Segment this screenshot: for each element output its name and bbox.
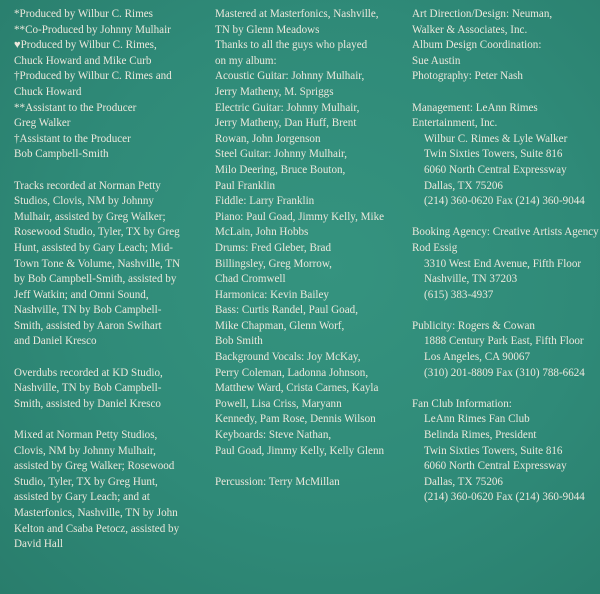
credit-line: †Assistant to the Producer	[14, 132, 131, 145]
credit-line: Twin Sixties Towers, Suite 816	[424, 444, 563, 457]
credit-line: Chuck Howard and Mike Curb	[14, 54, 152, 67]
credit-line: Town Tone & Volume, Nashville, TN	[14, 257, 181, 270]
credit-line: Fiddle: Larry Franklin	[215, 195, 315, 208]
paragraph-spacer	[215, 459, 401, 475]
credit-line: Hunt, assisted by Gary Leach; Mid-	[14, 241, 173, 254]
credit-line: Matthew Ward, Crista Carnes, Kayla	[215, 382, 379, 395]
credit-line: Billingsley, Greg Morrow,	[215, 257, 332, 270]
credit-line: Piano: Paul Goad, Jimmy Kelly, Mike	[215, 210, 385, 223]
credit-line: Jerry Matheny, Dan Huff, Brent	[215, 117, 357, 130]
credits-column-production	[14, 7, 206, 553]
credits-column-contacts	[412, 7, 599, 506]
credit-line: Booking Agency: Creative Artists Agency	[412, 226, 599, 239]
credit-line: and Daniel Kresco	[14, 335, 97, 348]
credit-line: Fan Club Information:	[412, 397, 512, 410]
credit-line: Keyboards: Steve Nathan,	[215, 429, 332, 442]
paragraph-spacer	[412, 85, 592, 101]
credit-line: Dallas, TX 75206	[424, 179, 503, 192]
credit-line: **Assistant to the Producer	[14, 101, 137, 114]
credit-line: Jerry Matheny, M. Spriggs	[215, 85, 334, 98]
credit-line: Kelton and Csaba Petocz, assisted by	[14, 522, 180, 535]
credit-line: Background Vocals: Joy McKay,	[215, 351, 361, 364]
credit-line: Steel Guitar: Johnny Mulhair,	[215, 148, 348, 161]
credit-line: (214) 360-0620 Fax (214) 360-9044	[424, 491, 585, 504]
credit-line: Bob Campbell-Smith	[14, 148, 109, 161]
credit-line: TN by Glenn Meadows	[215, 23, 320, 36]
credit-line: Dallas, TX 75206	[424, 475, 503, 488]
credit-line: (615) 383-4937	[424, 288, 494, 301]
credit-line: Thanks to all the guys who played	[215, 39, 368, 52]
credit-line: Harmonica: Kevin Bailey	[215, 288, 329, 301]
credit-line: Management: LeAnn Rimes	[412, 101, 538, 114]
credit-line: Perry Coleman, Ladonna Johnson,	[215, 366, 369, 379]
credit-line: †Produced by Wilbur C. Rimes and	[14, 70, 172, 83]
credit-line: Mulhair, assisted by Greg Walker;	[14, 210, 166, 223]
credit-line: LeAnn Rimes Fan Club	[424, 413, 530, 426]
credit-line: assisted by Gary Leach; and at	[14, 491, 150, 504]
credit-line: **Co-Produced by Johnny Mulhair	[14, 23, 171, 36]
credits-column-musicians	[215, 7, 401, 490]
paragraph-spacer	[14, 412, 206, 428]
credit-line: Sue Austin	[412, 54, 461, 67]
credit-line: (214) 360-0620 Fax (214) 360-9044	[424, 195, 585, 208]
paragraph-spacer	[412, 210, 592, 226]
credit-line: Percussion: Terry McMillan	[215, 475, 340, 488]
credit-line: Studios, Clovis, NM by Johnny	[14, 195, 154, 208]
credit-line: by Bob Campbell-Smith, assisted by	[14, 273, 177, 286]
credit-line: Masterfonics, Nashville, TN by John	[14, 507, 178, 519]
credit-line: Jeff Watkin; and Omni Sound,	[14, 288, 149, 301]
credit-line: Electric Guitar: Johnny Mulhair,	[215, 101, 360, 114]
credit-line: Smith, assisted by Daniel Kresco	[14, 397, 161, 410]
paragraph-spacer	[412, 303, 592, 319]
credit-line: Acoustic Guitar: Johnny Mulhair,	[215, 70, 365, 83]
credit-line: Greg Walker	[14, 117, 71, 130]
credit-line: Chad Cromwell	[215, 273, 286, 286]
credit-line: Overdubs recorded at KD Studio,	[14, 366, 163, 379]
credit-line: Mastered at Masterfonics, Nashville,	[215, 8, 379, 20]
credit-line: 6060 North Central Expressway	[424, 163, 567, 176]
credit-line: Nashville, TN 37203	[424, 273, 518, 286]
credit-line: Photography: Peter Nash	[412, 70, 523, 83]
paragraph-spacer	[14, 163, 206, 179]
paragraph-spacer	[14, 350, 206, 366]
credit-line: Twin Sixties Towers, Suite 816	[424, 148, 563, 161]
credit-line: Smith, assisted by Aaron Swihart	[14, 319, 162, 332]
credit-line: Paul Goad, Jimmy Kelly, Kelly Glenn	[215, 444, 385, 457]
credit-line: Publicity: Rogers & Cowan	[412, 319, 535, 332]
credit-line: on my album:	[215, 54, 277, 67]
paragraph-spacer	[412, 381, 592, 397]
credit-line: Nashville, TN by Bob Campbell-	[14, 304, 162, 317]
credit-line: Powell, Lisa Criss, Maryann	[215, 397, 342, 410]
credit-line: Wilbur C. Rimes & Lyle Walker	[424, 132, 568, 145]
credit-line: McLain, John Hobbs	[215, 226, 309, 239]
credit-line: Entertainment, Inc.	[412, 117, 498, 130]
credit-line: Art Direction/Design: Neuman,	[412, 8, 553, 20]
credit-line: Nashville, TN by Bob Campbell-	[14, 382, 162, 395]
credit-line: David Hall	[14, 538, 63, 551]
credit-line: Paul Franklin	[215, 179, 276, 192]
credit-line: Mike Chapman, Glenn Worf,	[215, 319, 345, 332]
credit-line: Clovis, NM by Johnny Mulhair,	[14, 444, 156, 457]
credit-line: Rod Essig	[412, 241, 458, 254]
credit-line: Album Design Coordination:	[412, 39, 542, 52]
credit-line: ♥Produced by Wilbur C. Rimes,	[14, 39, 157, 52]
credit-line: Chuck Howard	[14, 85, 82, 98]
credit-line: Rosewood Studio, Tyler, TX by Greg	[14, 226, 180, 239]
credit-line: Studio, Tyler, TX by Greg Hunt,	[14, 475, 158, 488]
credit-line: 1888 Century Park East, Fifth Floor	[424, 335, 584, 348]
credit-line: Bass: Curtis Randel, Paul Goad,	[215, 304, 358, 317]
credit-line: Los Angeles, CA 90067	[424, 351, 531, 364]
credit-line: Mixed at Norman Petty Studios,	[14, 429, 158, 442]
credit-line: (310) 201-8809 Fax (310) 788-6624	[424, 366, 585, 379]
credit-line: *Produced by Wilbur C. Rimes	[14, 8, 153, 20]
credit-line: Kennedy, Pam Rose, Dennis Wilson	[215, 413, 376, 426]
credit-line: 6060 North Central Expressway	[424, 460, 567, 473]
credit-line: Rowan, John Jorgenson	[215, 132, 321, 145]
credit-line: Tracks recorded at Norman Petty	[14, 179, 161, 192]
credit-line: Walker & Associates, Inc.	[412, 23, 528, 36]
credit-line: assisted by Greg Walker; Rosewood	[14, 460, 175, 473]
credit-line: 3310 West End Avenue, Fifth Floor	[424, 257, 582, 270]
credit-line: Belinda Rimes, President	[424, 429, 537, 442]
credit-line: Drums: Fred Gleber, Brad	[215, 241, 332, 254]
credit-line: Bob Smith	[215, 335, 263, 348]
credit-line: Milo Deering, Bruce Bouton,	[215, 163, 346, 176]
